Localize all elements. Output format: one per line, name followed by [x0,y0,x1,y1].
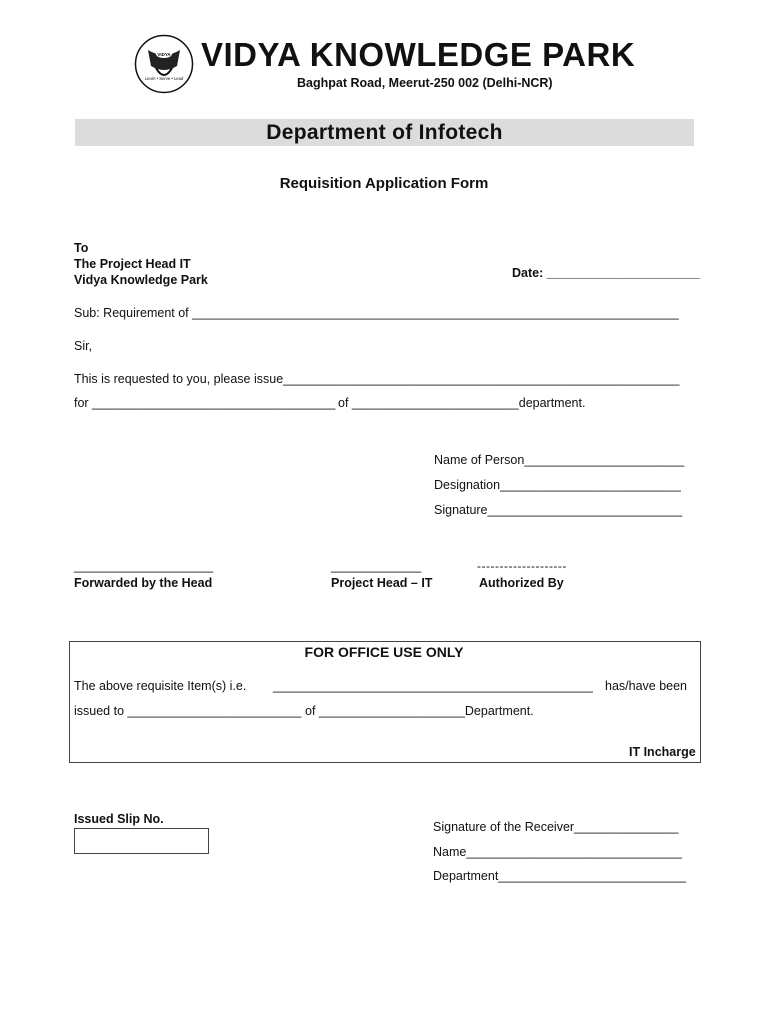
forwarded-signature-line[interactable]: ____________________ [74,559,214,573]
office-use-department-field[interactable]: of _____________________Department. [305,704,534,718]
authorized-signature-line[interactable]: -------------------- [477,559,567,573]
receiver-name-field[interactable]: Name_______________________________ [433,845,682,859]
project-head-signature-line[interactable]: _____________ [331,559,422,573]
name-of-person-field[interactable]: Name of Person_______________________ [434,453,685,467]
date-field[interactable]: Date: ______________________ [512,266,700,280]
office-use-issued-to-field[interactable]: issued to _________________________ [74,704,302,718]
addressee-line2: Vidya Knowledge Park [74,273,208,287]
forwarded-by-label: Forwarded by the Head [74,576,213,590]
issued-slip-input[interactable] [74,828,209,854]
logo-motto: Learn • Serve • Lead [144,76,184,81]
office-use-items-label: The above requisite Item(s) i.e. [74,679,247,693]
department-banner [75,119,694,146]
designation-field[interactable]: Designation__________________________ [434,478,681,492]
office-use-items-field[interactable]: ______________________________________________ [273,679,593,693]
receiver-department-field[interactable]: Department___________________________ [433,869,687,883]
institution-logo [134,34,194,94]
signature-field[interactable]: Signature____________________________ [434,503,683,517]
office-use-title: FOR OFFICE USE ONLY [304,644,464,660]
request-line-1[interactable]: This is requested to you, please issue_________________________________________________________ [74,372,680,386]
institution-name: VIDYA KNOWLEDGE PARK [201,36,636,73]
subject-line[interactable]: Sub: Requirement of ______________________________________________________________________ [74,306,679,320]
institution-address: Baghpat Road, Meerut-250 002 (Delhi-NCR) [297,76,553,90]
request-line-2-for[interactable]: for ___________________________________ [74,396,336,410]
project-head-label: Project Head – IT [331,576,433,590]
form-title: Requisition Application Form [279,175,489,192]
salutation: Sir, [74,339,93,353]
issued-slip-label: Issued Slip No. [74,812,164,826]
receiver-signature-field[interactable]: Signature of the Receiver_______________ [433,820,679,834]
it-incharge-label: IT Incharge [629,745,696,759]
department-title: Department of Infotech [266,121,503,144]
addressee-line1: The Project Head IT [74,257,191,271]
logo-text: VIDYA [157,52,171,57]
request-line-2-department[interactable]: of ________________________department. [338,396,586,410]
authorized-by-label: Authorized By [479,576,564,590]
office-use-issued-label: has/have been [605,679,688,693]
addressee-to: To [74,241,89,255]
